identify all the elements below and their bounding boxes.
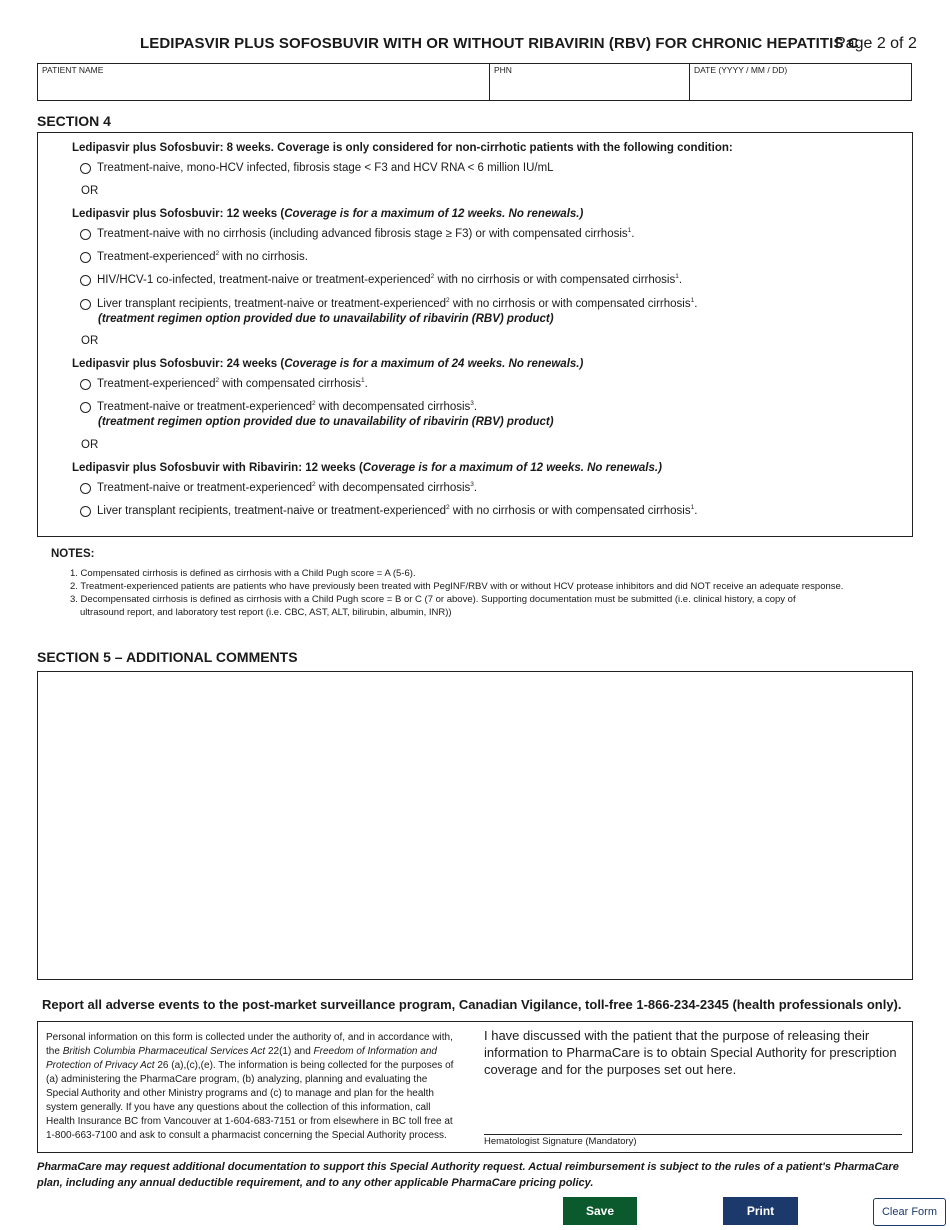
patient-name-label: PATIENT NAME: [42, 65, 104, 75]
additional-comments-input[interactable]: [38, 672, 912, 979]
additional-comments-box: [37, 671, 913, 980]
note-3-continued: ultrasound report, and laboratory test report (i.e. CBC, AST, ALT, bilirubin, albumin, INR)): [80, 607, 452, 618]
note-2: 2. Treatment-experienced patients are patients who have previously been treated with PegINF/RBV with or without HCV protease inhibitors and did NOT receive an adequate response.: [70, 581, 844, 592]
patient-name-field: [38, 64, 490, 100]
phn-input[interactable]: [494, 76, 687, 98]
note-3: 3. Decompensated cirrhosis is defined as cirrhosis with a Child Pugh score = B or C (7 or above). Supporting documentation must be submitted (i.e. clinical history, a copy of: [70, 594, 796, 605]
print-button[interactable]: Print: [723, 1197, 798, 1225]
date-label: DATE (YYYY / MM / DD): [694, 65, 788, 75]
notes-title: NOTES:: [51, 548, 95, 560]
option-label: Treatment-naive with no cirrhosis (including advanced fibrosis stage ≥ F3) or with compensated cirrhosis$^1$.: [97, 227, 635, 240]
phn-field: [490, 64, 690, 100]
radio-button[interactable]: [80, 379, 91, 390]
option-24wk-experienced-compensated[interactable]: [80, 378, 368, 390]
footer-disclaimer: PharmaCare may request additional documentation to support this Special Authority request. Actual reimbursement is subject to the rules of a patient's PharmaCare plan, including any annual deductible requirement, and to any other applicable PharmaCare pricing policy.: [37, 1161, 899, 1189]
consent-statement: I have discussed with the patient that the purpose of releasing their information to PharmaCare is to obtain Special Authority for prescription coverage and for the purposes set out here.: [484, 1028, 897, 1077]
option-label: Treatment-naive or treatment-experienced$^2$ with decompensated cirrhosis$^3$.: [97, 481, 478, 494]
date-input[interactable]: [694, 76, 909, 98]
patient-info-row: [37, 63, 912, 101]
option-8wk-treatment-naive[interactable]: [80, 162, 554, 174]
section-4-box: [37, 132, 913, 537]
option-label: HIV/HCV-1 co-infected, treatment-naive or treatment-experienced$^2$ with no cirrhosis or with compensated cirrhosis$^1$.: [97, 273, 683, 286]
page-number: Page 2 of 2: [835, 35, 917, 52]
adverse-events-notice: Report all adverse events to the post-market surveillance program, Canadian Vigilance, toll-free 1-866-234-2345 (health professionals only).: [42, 997, 902, 1012]
section-4-heading: SECTION 4: [37, 113, 111, 129]
group-8-weeks-title: Ledipasvir plus Sofosbuvir: 8 weeks. Coverage is only considered for non-cirrhotic patients with the following condition:: [72, 142, 733, 154]
radio-button[interactable]: [80, 229, 91, 240]
option-rbv-liver-transplant[interactable]: [80, 505, 697, 517]
rbv-unavailability-note: (treatment regimen option provided due to unavailability of ribavirin (RBV) product): [98, 416, 554, 428]
save-button[interactable]: Save: [563, 1197, 637, 1225]
option-label: Treatment-naive or treatment-experienced$^2$ with decompensated cirrhosis$^3$.: [97, 400, 478, 413]
date-field: [690, 64, 911, 100]
group-ribavirin-12-weeks-title: Ledipasvir plus Sofosbuvir with Ribavirin: 12 weeks (Coverage is for a maximum of 12 weeks. No renewals.): [72, 462, 662, 474]
patient-name-input[interactable]: [42, 76, 487, 98]
option-label: Treatment-experienced$^2$ with compensated cirrhosis$^1$.: [97, 377, 368, 390]
radio-button[interactable]: [80, 506, 91, 517]
option-label: Treatment-naive, mono-HCV infected, fibrosis stage < F3 and HCV RNA < 6 million IU/mL: [97, 162, 554, 174]
radio-button[interactable]: [80, 163, 91, 174]
phn-label: PHN: [494, 65, 512, 75]
option-label: Liver transplant recipients, treatment-naive or treatment-experienced$^2$ with no cirrhosis or with compensated cirrhosis$^1$.: [97, 504, 698, 517]
radio-button[interactable]: [80, 402, 91, 413]
option-12wk-naive-no-cirrhosis[interactable]: [80, 228, 634, 240]
rbv-unavailability-note: (treatment regimen option provided due to unavailability of ribavirin (RBV) product): [98, 313, 554, 325]
option-label: Treatment-experienced$^2$ with no cirrhosis.: [97, 250, 308, 263]
option-12wk-experienced-no-cirrhosis[interactable]: [80, 251, 308, 263]
radio-button[interactable]: [80, 252, 91, 263]
radio-button[interactable]: [80, 275, 91, 286]
form-title: LEDIPASVIR PLUS SOFOSBUVIR WITH OR WITHOUT RIBAVIRIN (RBV) FOR CHRONIC HEPATITIS C: [140, 35, 859, 52]
signature-label: Hematologist Signature (Mandatory): [484, 1136, 637, 1147]
section-5-heading: SECTION 5 – ADDITIONAL COMMENTS: [37, 649, 298, 665]
option-12wk-liver-transplant[interactable]: [80, 298, 697, 310]
radio-button[interactable]: [80, 483, 91, 494]
privacy-statement: Personal information on this form is collected under the authority of, and in accordance with, the British Columbia Pharmaceutical Services Act 22(1) and Freedom of Information and Protection of Privacy Act 26 (a),(c),(e). The information is being collected for the purposes of (a) administering the PharmaCare program, (b) analyzing, planning and evaluating the Special Authority and other Ministry programs and (c) to manage and plan for the health system generally. If you have any questions about the collection of this information, call Health Insurance BC from Vancouver at 1-604-683-7151 or from elsewhere in BC toll free at 1-800-663-7100 and ask to consult a pharmacist concerning the Special Authority process.: [46, 1032, 454, 1141]
or-separator: OR: [81, 335, 99, 347]
option-12wk-hiv-coinfected[interactable]: [80, 274, 682, 286]
group-24-weeks-title: Ledipasvir plus Sofosbuvir: 24 weeks (Coverage is for a maximum of 24 weeks. No renewals.): [72, 358, 584, 370]
or-separator: OR: [81, 439, 99, 451]
note-1: 1. Compensated cirrhosis is defined as cirrhosis with a Child Pugh score = A (5-6).: [70, 568, 416, 579]
option-24wk-decompensated[interactable]: [80, 401, 477, 413]
signature-line[interactable]: [484, 1134, 902, 1135]
option-label: Liver transplant recipients, treatment-naive or treatment-experienced$^2$ with no cirrhosis or with compensated cirrhosis$^1$.: [97, 297, 698, 310]
option-rbv-decompensated[interactable]: [80, 482, 477, 494]
radio-button[interactable]: [80, 299, 91, 310]
clear-form-button[interactable]: Clear Form: [873, 1198, 946, 1226]
or-separator: OR: [81, 185, 99, 197]
group-12-weeks-title: Ledipasvir plus Sofosbuvir: 12 weeks (Coverage is for a maximum of 12 weeks. No renewals.): [72, 208, 584, 220]
